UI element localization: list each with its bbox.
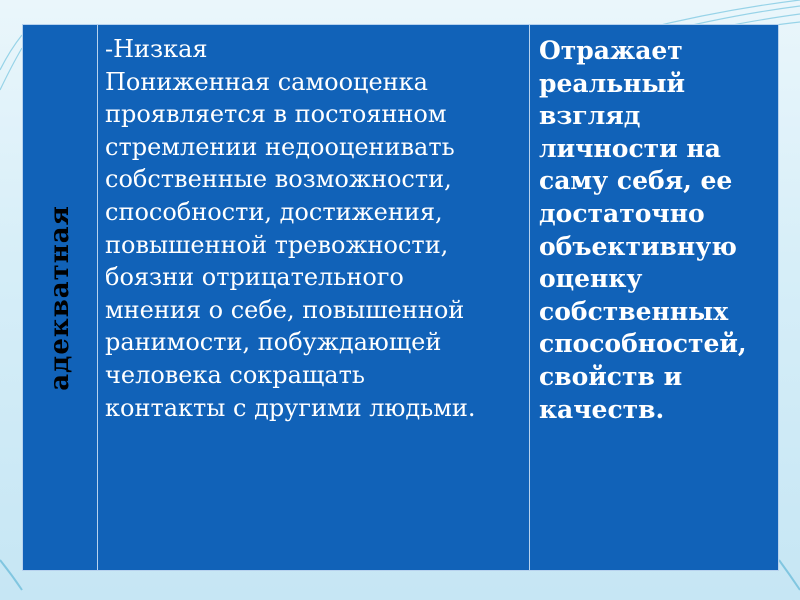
description-line: Пониженная самооценка	[105, 67, 428, 96]
description-line: проявляется в постоянном	[105, 100, 447, 129]
summary-line: реальный	[539, 68, 686, 98]
summary-line: способностей,	[539, 329, 747, 359]
summary-text	[530, 25, 778, 426]
table-cell-description	[98, 25, 530, 570]
summary-line: свойств и	[539, 361, 683, 391]
description-line: собственные возможности,	[105, 165, 452, 194]
table-cell-category	[23, 25, 98, 570]
summary-line: достаточно	[539, 198, 705, 228]
table-cell-summary	[530, 25, 778, 570]
description-line: контакты с другими людьми.	[105, 393, 476, 422]
summary-line: собственных	[539, 296, 729, 326]
summary-line: Отражает	[539, 36, 683, 65]
summary-line: качеств.	[539, 394, 665, 424]
summary-line: объективную	[539, 231, 737, 261]
description-line: боязни отрицательного	[105, 263, 404, 292]
summary-line: оценку	[539, 264, 643, 294]
category-label: адекватная	[45, 204, 75, 391]
description-text	[98, 25, 529, 424]
description-line: стремлении недооценивать	[105, 132, 455, 161]
summary-line: взгляд	[539, 101, 641, 131]
summary-line: саму себя, ее	[539, 166, 733, 196]
description-line: способности, достижения,	[105, 197, 443, 226]
content-table	[22, 24, 779, 571]
summary-line: личности на	[539, 133, 721, 163]
description-line: мнения о себе, повышенной	[105, 295, 465, 324]
description-line: человека сокращать	[105, 360, 365, 389]
description-line: ранимости, побуждающей	[105, 328, 442, 357]
description-line: -Низкая	[105, 35, 208, 63]
description-line: повышенной тревожности,	[105, 230, 449, 259]
